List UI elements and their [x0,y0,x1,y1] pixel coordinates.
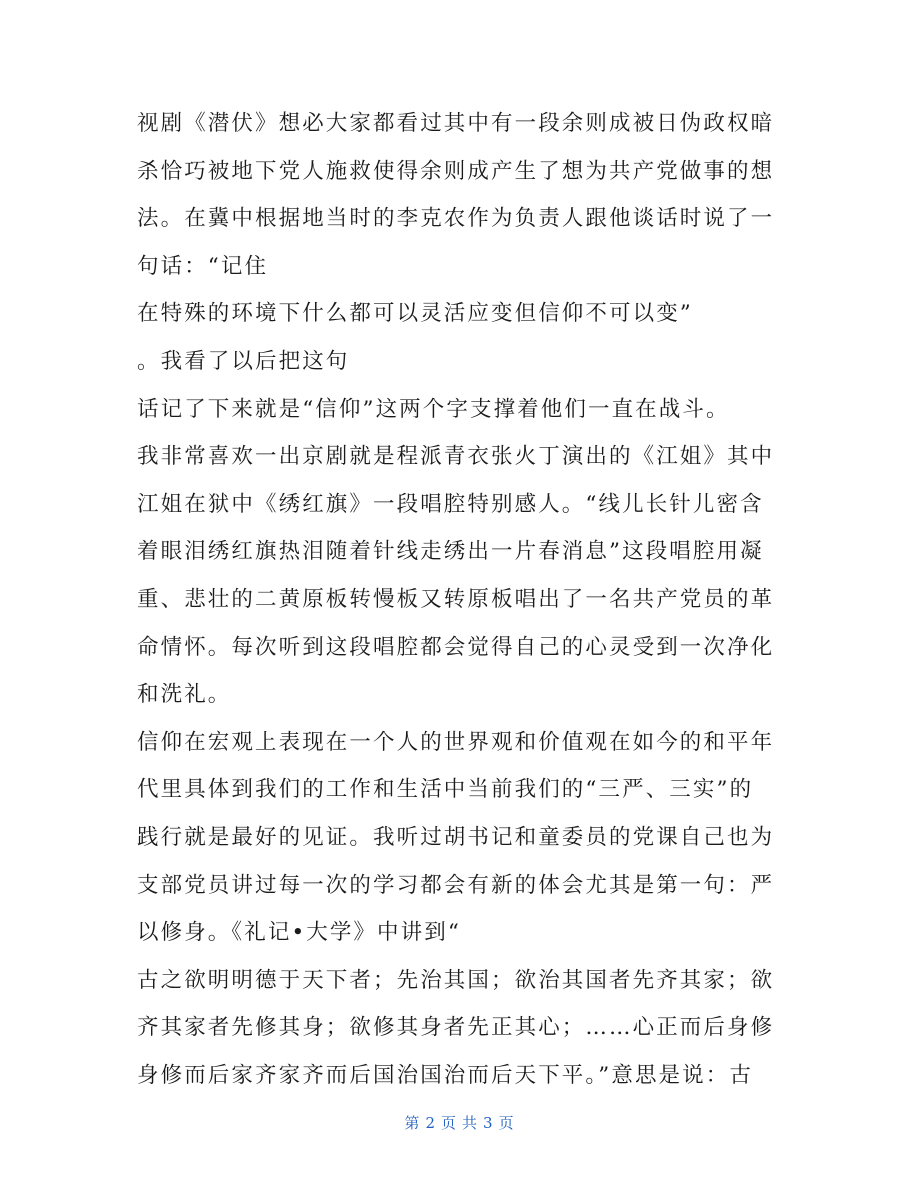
page-current: 2 [425,1114,437,1132]
text-line: 齐其家者先修其身；欲修其身者先正其心；……心正而后身修 [137,1015,775,1041]
text-line: 句话：“记住 [137,253,269,279]
text-line: 支部党员讲过每一次的学习都会有新的体会尤其是第一句：严 [137,872,775,898]
text-line: 杀恰巧被地下党人施救使得余则成产生了想为共产党做事的想 [137,158,775,184]
body-text [137,100,787,1099]
text-line: 在特殊的环境下什么都可以灵活应变但信仰不可以变” [137,301,693,327]
page-label-prefix: 第 [404,1114,422,1132]
text-line: 代里具体到我们的工作和生活中当前我们的“三严、三实”的 [137,777,754,803]
text-line: 。我看了以后把这句 [137,348,350,374]
page-number-footer [0,1112,920,1133]
text-line: 命情怀。每次听到这段唱腔都会觉得自己的心灵受到一次净化 [137,634,775,660]
text-line: 话记了下来就是“信仰”这两个字支撑着他们一直在战斗。 [137,396,730,422]
text-line: 古之欲明明德于天下者；先治其国；欲治其国者先齐其家；欲 [137,967,775,993]
text-line: 以修身。《礼记•大学》中讲到“ [137,920,461,946]
page-label-total-prefix: 共 [462,1114,480,1132]
page-label-mid: 页 [440,1114,458,1132]
text-line: 视剧《潜伏》想必大家都看过其中有一段余则成被日伪政权暗 [137,111,775,136]
text-line: 着眼泪绣红旗热泪随着针线走绣出一片春消息”这段唱腔用凝 [137,539,764,565]
text-line: 和洗礼。 [137,682,232,708]
text-line: 法。在冀中根据地当时的李克农作为负责人跟他谈话时说了一 [137,206,775,232]
page-label-suffix: 页 [498,1114,516,1132]
text-line: 践行就是最好的见证。我听过胡书记和童委员的党课自己也为 [137,824,775,850]
text-line: 信仰在宏观上表现在一个人的世界观和价值观在如今的和平年 [137,729,775,755]
text-line: 江姐在狱中《绣红旗》一段唱腔特别感人。“线儿长针儿密含 [137,491,764,517]
page-total: 3 [483,1114,495,1132]
text-line: 身修而后家齐家齐而后国治国治而后天下平。”意思是说：古 [137,1062,753,1088]
text-line: 重、悲壮的二黄原板转慢板又转原板唱出了一名共产党员的革 [137,586,775,612]
text-line: 我非常喜欢一出京剧就是程派青衣张火丁演出的《江姐》其中 [137,444,775,470]
